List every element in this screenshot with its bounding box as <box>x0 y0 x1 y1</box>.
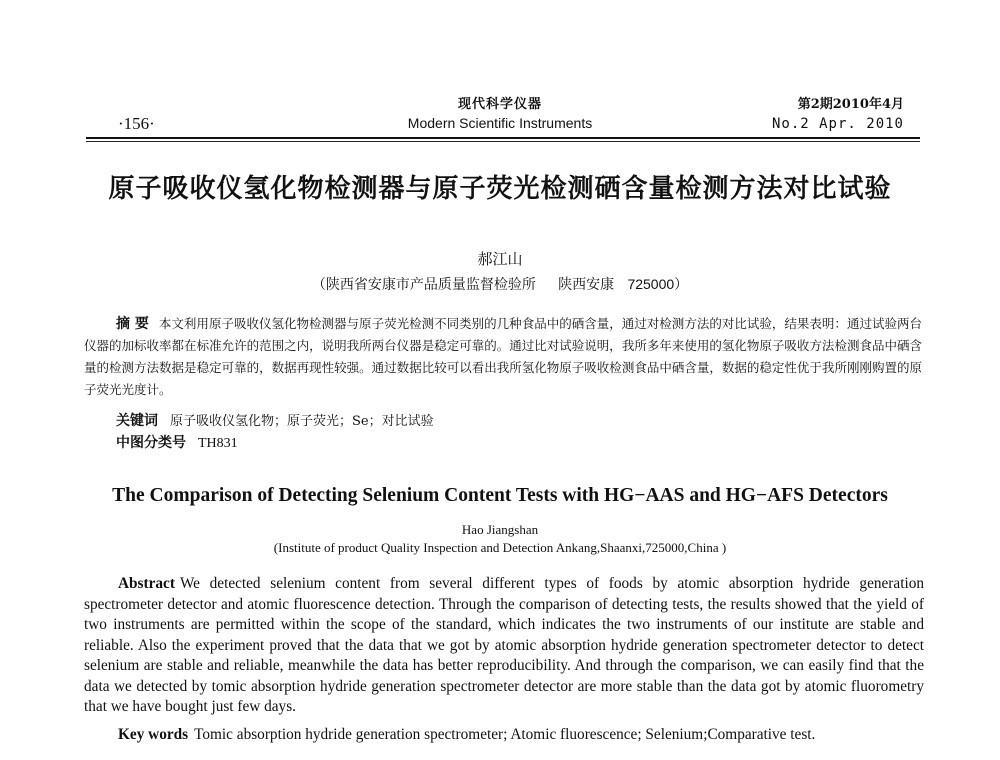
affiliation-cn <box>0 274 1000 294</box>
affiliation-en: (Institute of product Quality Inspection and Detection Ankang,Shaanxi,725000,China ) <box>273 540 727 555</box>
keywords-cn-label: 关键词 <box>116 412 158 428</box>
affiliation-city: 陕西安康 <box>558 277 615 293</box>
classification-cn-label: 中图分类号 <box>116 434 186 450</box>
affiliation-open: （ <box>311 277 326 293</box>
keywords-en <box>118 726 815 744</box>
author-cn: 郝江山 <box>477 250 523 268</box>
issue-en: No.2 Apr. 2010 <box>771 116 904 132</box>
journal-name-en: Modern Scientific Instruments <box>407 115 593 131</box>
classification-cn-value: TH831 <box>198 436 238 451</box>
journal-name <box>300 96 700 132</box>
abstract-cn-text: 本文利用原子吸收仪氢化物检测器与原子荧光检测不同类别的几种食品中的硒含量，通过对检测方法的对比试验，结果表明：通过试验两台仪器的加标收率都在标准允许的范围之内，说明我所两台仪器是稳定可靠的。通过比对试验说明，我所多年来使用的氢化物原子吸收方法检测食品中硒含量的检测方法数据是稳定可靠的，数据再现性较强。通过数据比较可以看出我所氢化物原子吸收检测食品中硒含量，数据的稳定性优于我所刚刚购置的原子荧光光度计。 <box>84 316 922 397</box>
journal-name-cn: 现代科学仪器 <box>457 97 542 112</box>
abstract-en-label: Abstract <box>118 575 175 592</box>
paper-title-en: The Comparison of Detecting Selenium Content Tests with HG−AAS and HG−AFS Detectors <box>112 485 888 506</box>
page-number: ·156· <box>118 114 155 133</box>
issue-cn: 第2期2010年4月 <box>797 97 904 112</box>
header-rule-bottom <box>86 141 920 142</box>
affiliation-org: 陕西省安康市产品质量监督检验所 <box>325 277 536 293</box>
classification-cn <box>116 432 238 454</box>
paper-title-cn: 原子吸收仪氢化物检测器与原子荧光检测硒含量检测方法对比试验 <box>108 174 892 204</box>
issue-info <box>772 96 904 134</box>
abstract-en-text: We detected selenium content from several different types of foods by atomic absorption hydride generation spectrometer detector and atomic fluorescence detection. Through the comparison of detecting tests, the results showed that the yield of two instruments are permitted within the scope of the standard, which indicates the two instruments of our institute are stable and reliable. Also the experiment proved that the data that we got by atomic absorption hydride generation spectrometer detector to detect selenium are stable and reliable, meanwhile the data has better reproducibility. And through the comparison, we can easily find that the data we detected by tomic absorption hydride generation spectrometer detector are more stable than the data got by atomic fluorometry that we have bought just few days. <box>84 575 924 715</box>
keywords-cn-text: 原子吸收仪氢化物；原子荧光；Se；对比试验 <box>170 414 434 429</box>
keywords-en-text: Tomic absorption hydride generation spectrometer; Atomic fluorescence; Selenium;Comparative test. <box>194 726 816 743</box>
affiliation-zip: 725000 <box>627 276 675 292</box>
author-en: Hao Jiangshan <box>461 522 539 537</box>
abstract-cn <box>84 313 922 401</box>
keywords-cn <box>116 410 434 432</box>
header-rule-top <box>86 137 920 139</box>
abstract-en <box>84 574 924 718</box>
keywords-en-label: Key words <box>118 726 189 743</box>
abstract-cn-label: 摘 要 <box>116 316 149 332</box>
affiliation-close: ） <box>674 277 689 293</box>
